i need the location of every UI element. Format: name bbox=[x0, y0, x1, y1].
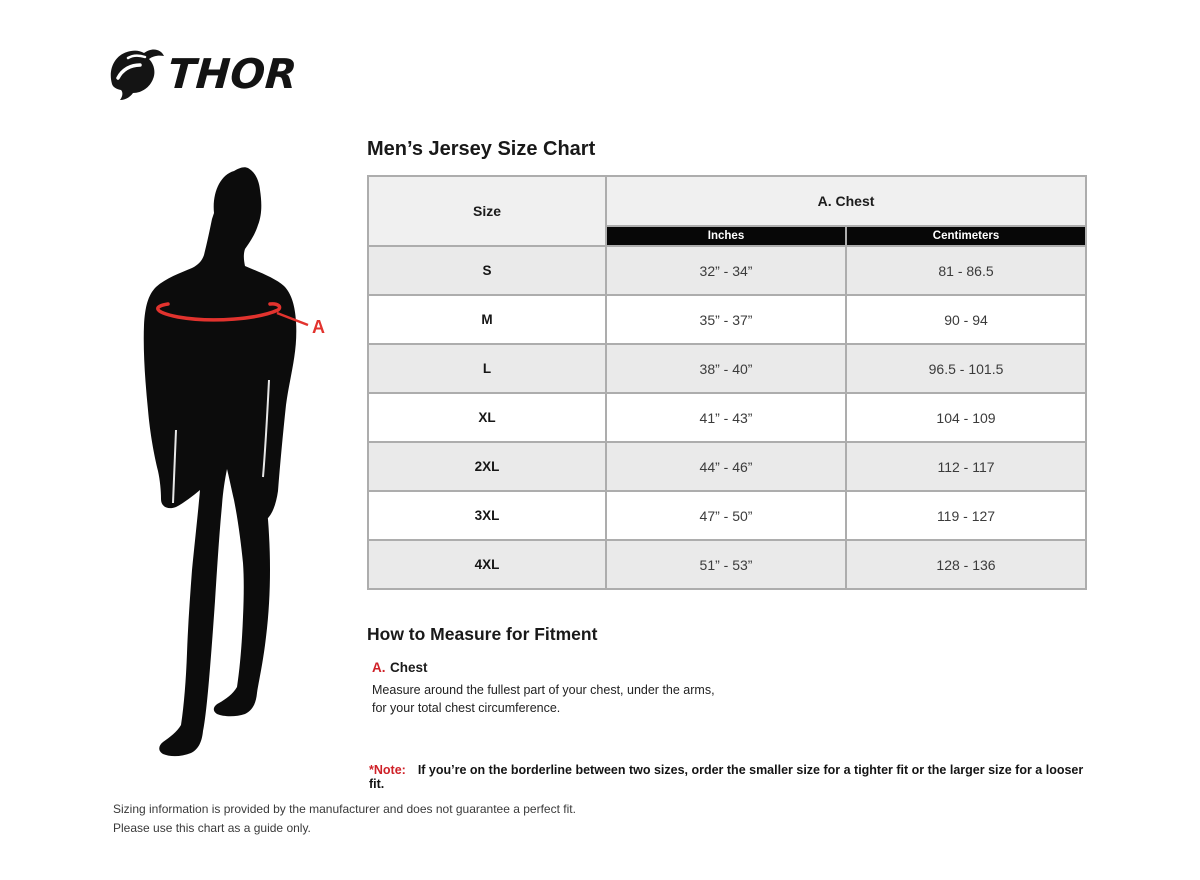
table-row bbox=[368, 442, 1086, 491]
centimeters-cell: 112 - 117 bbox=[846, 442, 1086, 491]
inches-cell: 47” - 50” bbox=[606, 491, 846, 540]
footer-disclaimer bbox=[113, 800, 576, 837]
table-row bbox=[368, 393, 1086, 442]
table-row bbox=[368, 491, 1086, 540]
size-cell: M bbox=[368, 295, 606, 344]
centimeters-cell: 128 - 136 bbox=[846, 540, 1086, 589]
inches-unit-header: Inches bbox=[606, 226, 846, 246]
size-cell: 2XL bbox=[368, 442, 606, 491]
centimeters-cell: 104 - 109 bbox=[846, 393, 1086, 442]
centimeters-cell: 119 - 127 bbox=[846, 491, 1086, 540]
table-row bbox=[368, 540, 1086, 589]
size-column-header: Size bbox=[368, 176, 606, 246]
centimeters-unit-header: Centimeters bbox=[846, 226, 1086, 246]
thor-logo bbox=[106, 44, 297, 104]
table-header-row-group bbox=[368, 176, 1086, 226]
inches-cell: 41” - 43” bbox=[606, 393, 846, 442]
size-chart-section bbox=[367, 138, 1085, 791]
centimeters-cell: 90 - 94 bbox=[846, 295, 1086, 344]
male-silhouette-figure bbox=[128, 165, 343, 780]
centimeters-cell: 96.5 - 101.5 bbox=[846, 344, 1086, 393]
measurement-item-chest bbox=[372, 659, 1085, 717]
size-cell: XL bbox=[368, 393, 606, 442]
note-text: If you’re on the borderline between two sizes, order the smaller size for a tighter fit or the larger size for a looser fit. bbox=[369, 763, 1084, 792]
size-cell: S bbox=[368, 246, 606, 295]
centimeters-cell: 81 - 86.5 bbox=[846, 246, 1086, 295]
size-chart-table bbox=[367, 175, 1087, 590]
size-cell: 3XL bbox=[368, 491, 606, 540]
size-chart-title: Men’s Jersey Size Chart bbox=[367, 138, 596, 160]
measure-section-title: How to Measure for Fitment bbox=[367, 624, 598, 644]
table-row bbox=[368, 295, 1086, 344]
thor-goat-icon bbox=[106, 44, 166, 104]
size-cell: 4XL bbox=[368, 540, 606, 589]
inches-cell: 38” - 40” bbox=[606, 344, 846, 393]
size-cell: L bbox=[368, 344, 606, 393]
silhouette-svg bbox=[128, 165, 343, 780]
measurement-key-a: A. bbox=[372, 660, 386, 675]
chest-measurement-label-a: A bbox=[312, 317, 325, 337]
thor-wordmark: THOR bbox=[166, 49, 299, 98]
footer-disclaimer-line2: Please use this chart as a guide only. bbox=[113, 820, 311, 835]
note bbox=[369, 763, 1085, 791]
inches-cell: 51” - 53” bbox=[606, 540, 846, 589]
measurement-label: Chest bbox=[389, 660, 428, 675]
inches-cell: 32” - 34” bbox=[606, 246, 846, 295]
chest-group-header: A. Chest bbox=[606, 176, 1086, 226]
silhouette-body bbox=[144, 167, 297, 756]
inches-cell: 35” - 37” bbox=[606, 295, 846, 344]
note-label: *Note: bbox=[369, 763, 406, 778]
measurement-description: Measure around the fullest part of your chest, under the arms, for your total chest circumference. bbox=[372, 683, 715, 716]
inches-cell: 44” - 46” bbox=[606, 442, 846, 491]
table-row bbox=[368, 246, 1086, 295]
table-row bbox=[368, 344, 1086, 393]
footer-disclaimer-line1: Sizing information is provided by the manufacturer and does not guarantee a perfect fit. bbox=[113, 802, 576, 816]
